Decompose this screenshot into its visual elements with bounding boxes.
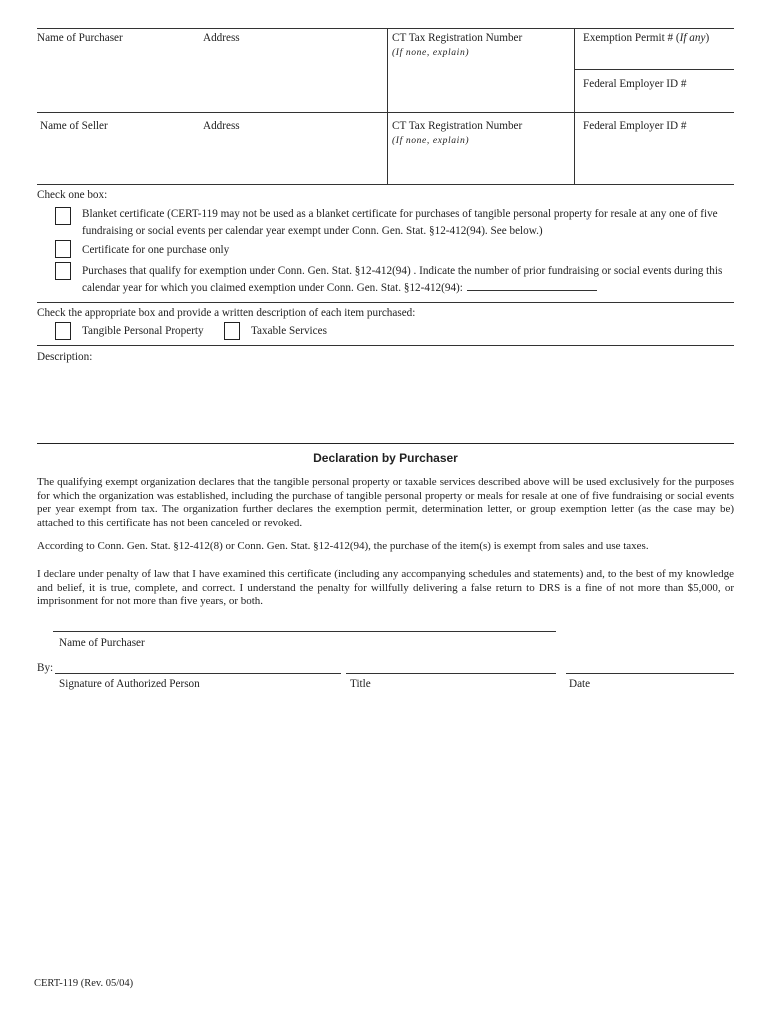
divider-purchaser-seller bbox=[37, 112, 734, 113]
form-id: CERT-119 (Rev. 05/04) bbox=[34, 978, 134, 989]
declaration-title: Declaration by Purchaser bbox=[313, 451, 458, 465]
divider-exemption-fein bbox=[574, 69, 734, 70]
divider-purchaser-exemption bbox=[574, 28, 575, 184]
title-label: Title bbox=[350, 678, 371, 690]
qualified-purchases-line2: calendar year for which you claimed exemption under Conn. Gen. Stat. §12-412(94): bbox=[82, 280, 734, 297]
signature-purchaser-name-label: Name of Purchaser bbox=[59, 637, 145, 649]
purchaser-name-label: Name of Purchaser bbox=[37, 32, 123, 44]
table-top-border bbox=[37, 28, 734, 29]
taxable-services-checkbox[interactable] bbox=[224, 322, 240, 340]
declaration-paragraph-2: According to Conn. Gen. Stat. §12-412(8) or Conn. Gen. Stat. §12-412(94), the purchase of the item(s) is exempt from sales and use taxes. bbox=[37, 540, 649, 552]
seller-name-label: Name of Seller bbox=[40, 120, 108, 132]
signature-line[interactable] bbox=[55, 673, 341, 674]
seller-address-label: Address bbox=[203, 120, 240, 132]
purchaser-ct-tax-label: CT Tax Registration Number bbox=[392, 32, 523, 44]
declaration-paragraph-3: I declare under penalty of law that I have examined this certificate (including any accompanying schedules and statements) and, to the best of my knowledge and belief, it is true, complete, and correct. I understand the penalty for willfully delivering a false return to DRS is a fine of not more than $5,000, or imprisonment for not more than five years, or both. bbox=[37, 568, 734, 608]
check-one-heading: Check one box: bbox=[37, 189, 108, 201]
declaration-paragraph-1: The qualifying exempt organization declares that the tangible personal property or taxable services described above will be used exclusively for the purposes for which the organization was established, including the purchase of tangible personal property or meals for resale at one of five fundraising or social events per year exempt from tax. The organization further declares the exemption permit, determination letter, or group exemption letter (as the case may be) attached to this certificate has not been canceled or revoked. bbox=[37, 476, 734, 529]
taxable-services-label: Taxable Services bbox=[251, 325, 327, 337]
tangible-property-label: Tangible Personal Property bbox=[82, 325, 204, 337]
blanket-certificate-label bbox=[82, 206, 734, 240]
qualified-purchases-checkbox[interactable] bbox=[55, 262, 71, 280]
title-line[interactable] bbox=[346, 673, 556, 674]
seller-fein-label: Federal Employer ID # bbox=[583, 120, 687, 132]
divider-check-section bbox=[37, 302, 734, 303]
declaration-top-rule bbox=[37, 443, 734, 444]
exemption-permit-label: Exemption Permit # (If any) bbox=[583, 32, 710, 44]
divider-item-type bbox=[37, 345, 734, 346]
blanket-certificate-line1: Blanket certificate (CERT-119 may not be used as a blanket certificate for purchases of tangible personal property for resale at any one of five bbox=[82, 208, 718, 220]
signature-label: Signature of Authorized Person bbox=[59, 678, 200, 690]
qualified-purchases-line1: Purchases that qualify for exemption under Conn. Gen. Stat. §12-412(94) . Indicate the number of prior fundraising or social events during this bbox=[82, 265, 723, 277]
divider-seller-bottom bbox=[37, 184, 734, 185]
blanket-certificate-checkbox[interactable] bbox=[55, 207, 71, 225]
date-line[interactable] bbox=[566, 673, 734, 674]
purchaser-fein-label: Federal Employer ID # bbox=[583, 78, 687, 90]
date-label: Date bbox=[569, 678, 591, 690]
seller-ct-tax-label: CT Tax Registration Number bbox=[392, 120, 523, 132]
description-label: Description: bbox=[37, 351, 93, 363]
description-field[interactable] bbox=[37, 366, 734, 442]
divider-seller-cttax bbox=[387, 112, 388, 184]
tangible-property-checkbox[interactable] bbox=[55, 322, 71, 340]
by-label: By: bbox=[37, 662, 54, 674]
purchaser-address-label: Address bbox=[203, 32, 240, 44]
one-purchase-checkbox[interactable] bbox=[55, 240, 71, 258]
one-purchase-label: Certificate for one purchase only bbox=[82, 244, 230, 256]
divider-purchaser-cttax bbox=[387, 28, 388, 112]
prior-events-count-field[interactable] bbox=[467, 282, 597, 291]
purchaser-ct-tax-sub: (If none, explain) bbox=[392, 47, 470, 58]
qualified-purchases-label bbox=[82, 263, 734, 297]
seller-ct-tax-sub: (If none, explain) bbox=[392, 135, 470, 146]
purchaser-name-line[interactable] bbox=[53, 631, 556, 632]
item-type-heading: Check the appropriate box and provide a written description of each item purchased: bbox=[37, 307, 416, 319]
blanket-certificate-line2: fundraising or social events per calendar year exempt under Conn. Gen. Stat. §12-412(94). See below.) bbox=[82, 225, 543, 237]
